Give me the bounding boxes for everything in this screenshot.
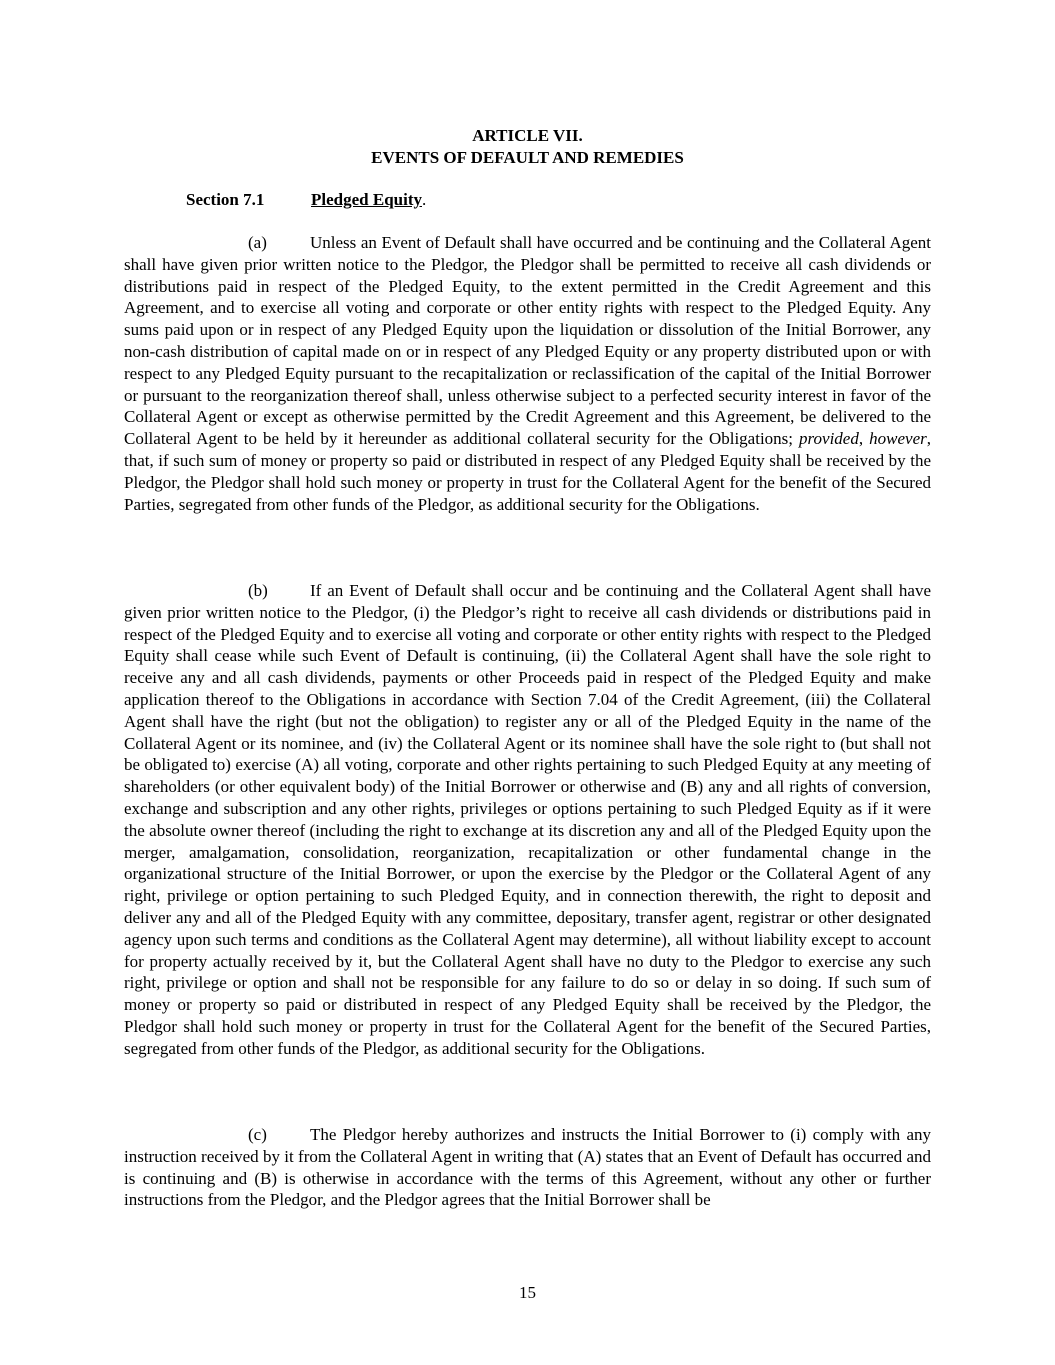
paragraph-c-label: (c) [248, 1125, 267, 1144]
paragraph-a-separator: , [858, 429, 870, 449]
paragraph-b-text: If an Event of Default shall occur and be continuing and the Collateral Agent shall have given prior written notice to the Pledgor, (i) the Pledgor’s right to receive all cash dividends or distributions paid in respect of the Pledged Equity and to exercise all voting and corporate or other entity rights with respect to the Pledged Equity shall cease while such Event of Default is continuing, (ii) the Collateral Agent shall have the sole right to receive any and all cash dividends, payments or other Proceeds paid in respect of the Pledged Equity and make application thereof to the Obligations in accordance with Section 7.04 of the Credit Agreement, (iii) the Collateral Agent shall have the right (but not the obligation) to register any or all of the Pledged Equity in the name of the Collateral Agent or its nominee, and (iv) the Collateral Agent or its nominee shall have the sole right to (but shall not be obligated to) exercise (A) all voting, corporate and other rights pertaining to such Pledged Equity at any meeting of shareholders (or other equivalent body) of the Initial Borrower or otherwise and (B) any and all rights of conversion, exchange and subscription and any other rights, privileges or options pertaining to such Pledged Equity as if it were the absolute owner thereof (including the right to exchange at its discretion any and all of the Pledged Equity upon the merger, amalgamation, consolidation, reorganization, recapitalization or other fundamental change in the organizational structure of the Initial Borrower, or upon the exercise by the Pledgor or the Collateral Agent of any right, privilege or option pertaining to such Pledged Equity, and in connection therewith, the right to deposit and deliver any and all of the Pledged Equity with any committee, depositary, transfer agent, registrar or other designated agency upon such terms and conditions as the Collateral Agent may determine), all without liability except to account for property actually received by it, but the Collateral Agent shall have no duty to the Pledgor to exercise any such right, privilege or option and shall not be responsible for any failure to do so or delay in so doing. If such sum of money or property so paid or distributed in respect of any Pledged Equity shall be received by the Pledgor, the Pledgor shall hold such money or property in trust for the Collateral Agent for the benefit of the Secured Parties, segregated from other funds of the Pledgor, as additional security for the Obligations. [124, 581, 931, 1058]
paragraph-c [124, 1124, 931, 1211]
paragraph-b [124, 580, 931, 1060]
paragraph-a-text-1: Unless an Event of Default shall have occurred and be continuing and the Collateral Agent shall have given prior written notice to the Pledgor, the Pledgor shall be permitted to receive all cash dividends or distributions paid in respect of the Pledged Equity, to the extent permitted in the Credit Agreement and this Agreement, and to exercise all voting and corporate or other entity rights with respect to the Pledged Equity. Any sums paid upon or in respect of any Pledged Equity upon the liquidation or dissolution of the Initial Borrower, any non-cash distribution of capital made on or in respect of any Pledged Equity or any property distributed upon or with respect to any Pledged Equity pursuant to the recapitalization or reclassification of the capital of the Initial Borrower or pursuant to the reorganization thereof shall, unless otherwise subject to a perfected security interest in favor of the Collateral Agent or except as otherwise permitted by the Credit Agreement and this Agreement, be delivered to the Collateral Agent to be held by it hereunder as additional collateral security for the Obligations; [124, 233, 931, 449]
paragraph-a-italic-however: however [869, 429, 927, 449]
page-number: 15 [519, 1283, 536, 1302]
section-number: Section 7.1 [186, 190, 265, 209]
article-number: ARTICLE VII. [472, 126, 583, 145]
paragraph-a [124, 232, 931, 515]
paragraph-a-label: (a) [248, 233, 267, 252]
article-title: EVENTS OF DEFAULT AND REMEDIES [371, 148, 684, 167]
section-heading [186, 189, 426, 211]
paragraph-b-label: (b) [248, 581, 268, 600]
paragraph-a-text-2: , that, if such sum of money or property so paid or distributed in respect of any Pledged Equity shall be received by the Pledgor, the Pledgor shall hold such money or property in trust for the Collateral Agent for the benefit of the Secured Parties, segregated from other funds of the Pledgor, as additional security for the Obligations. [124, 429, 931, 514]
paragraph-a-italic-provided: provided [799, 429, 859, 449]
section-title-period: . [422, 190, 427, 209]
paragraph-c-text: The Pledgor hereby authorizes and instructs the Initial Borrower to (i) comply with any instruction received by it from the Collateral Agent in writing that (A) states that an Event of Default has occurred and is continuing and (B) is otherwise in accordance with the terms of this Agreement, without any other or further instructions from the Pledgor, and the Pledgor agrees that the Initial Borrower shall be [124, 1125, 931, 1210]
section-title: Pledged Equity [311, 190, 422, 209]
